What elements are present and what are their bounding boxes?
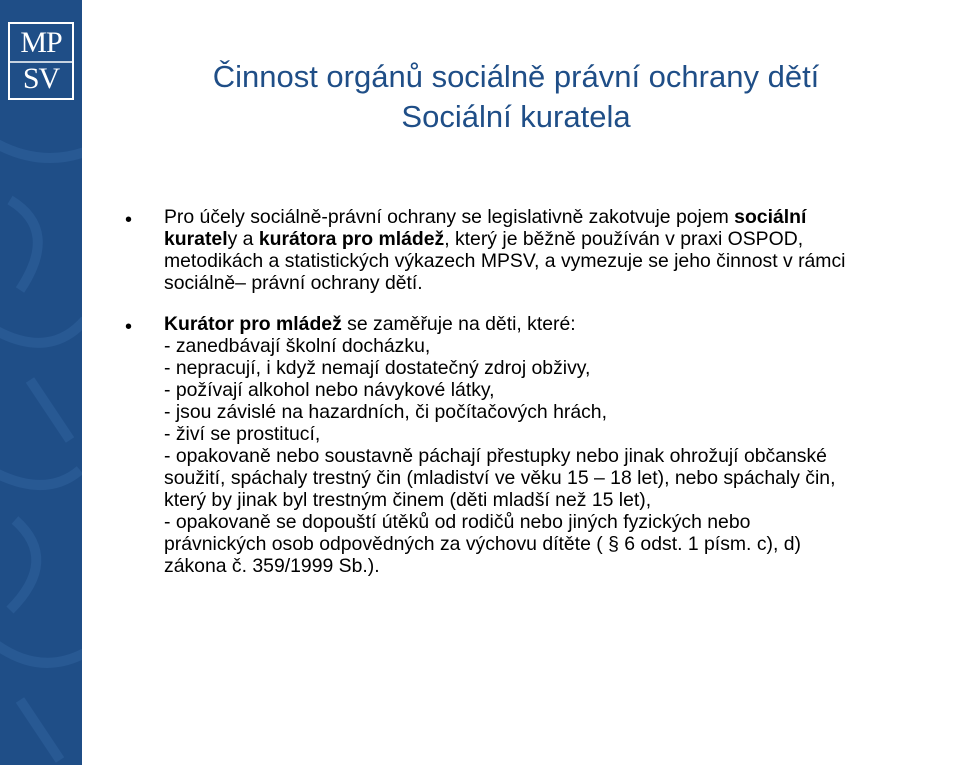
bold-term: sociální [734, 206, 807, 228]
list-item: právnických osob odpovědných za výchovu dítěte ( § 6 odst. 1 písm. c), d) [164, 533, 801, 555]
text-run: se zaměřuje na děti, které: [341, 313, 576, 335]
list-item: - zanedbávají školní docházku, [164, 335, 431, 357]
paragraph-1-line-1 [164, 206, 960, 228]
paragraph-1-line-4: sociálně– právní ochrany dětí. [164, 272, 423, 294]
logo-text-row1: MP [20, 26, 62, 59]
bullet-1: • [125, 209, 133, 231]
logo-text-row2: SV [22, 62, 60, 95]
bullet-2: • [125, 316, 133, 338]
list-item: - požívají alkohol nebo návykové látky, [164, 379, 495, 401]
text-run: Pro účely sociálně-právní ochrany se legislativně zakotvuje pojem [164, 206, 735, 228]
bold-term: kuratel [164, 228, 228, 250]
page-subtitle: Sociální kuratela [401, 99, 631, 134]
paragraph-2 [164, 313, 960, 577]
paragraph-1-line-2 [164, 228, 960, 250]
list-item: - jsou závislé na hazardních, či počítačových hrách, [164, 401, 607, 423]
text-run: y a [227, 228, 259, 250]
list-item: - nepracují, i když nemají dostatečný zdroj obživy, [164, 357, 591, 379]
list-item: - opakovaně nebo soustavně páchají přestupky nebo jinak ohrožují občanské [164, 445, 827, 467]
bold-term: Kurátor pro mládež [164, 313, 342, 335]
paragraph-1-line-3: metodikách a statistických výkazech MPSV, a vymezuje se jeho činnost v rámci [164, 250, 846, 272]
list-item: který by jinak byl trestným činem (děti mladší než 15 let), [164, 489, 652, 511]
paragraph-2-line-1 [164, 313, 960, 335]
page-title: Činnost orgánů sociálně právní ochrany dětí [212, 59, 820, 94]
sidebar [0, 0, 82, 765]
list-item: soužití, spáchaly trestný čin (mladiství ve věku 15 – 18 let), nebo spáchaly čin, [164, 467, 836, 489]
text-run: , který je běžně používán v praxi OSPOD, [444, 228, 804, 250]
sidebar-watermark [0, 0, 82, 765]
list-item: - opakovaně se dopouští útěků od rodičů nebo jiných fyzických nebo [164, 511, 751, 533]
bold-term: kurátora pro mládež [258, 228, 445, 250]
list-item: zákona č. 359/1999 Sb.). [164, 555, 380, 577]
paragraph-1 [164, 206, 960, 294]
list-item: - živí se prostitucí, [164, 423, 321, 445]
